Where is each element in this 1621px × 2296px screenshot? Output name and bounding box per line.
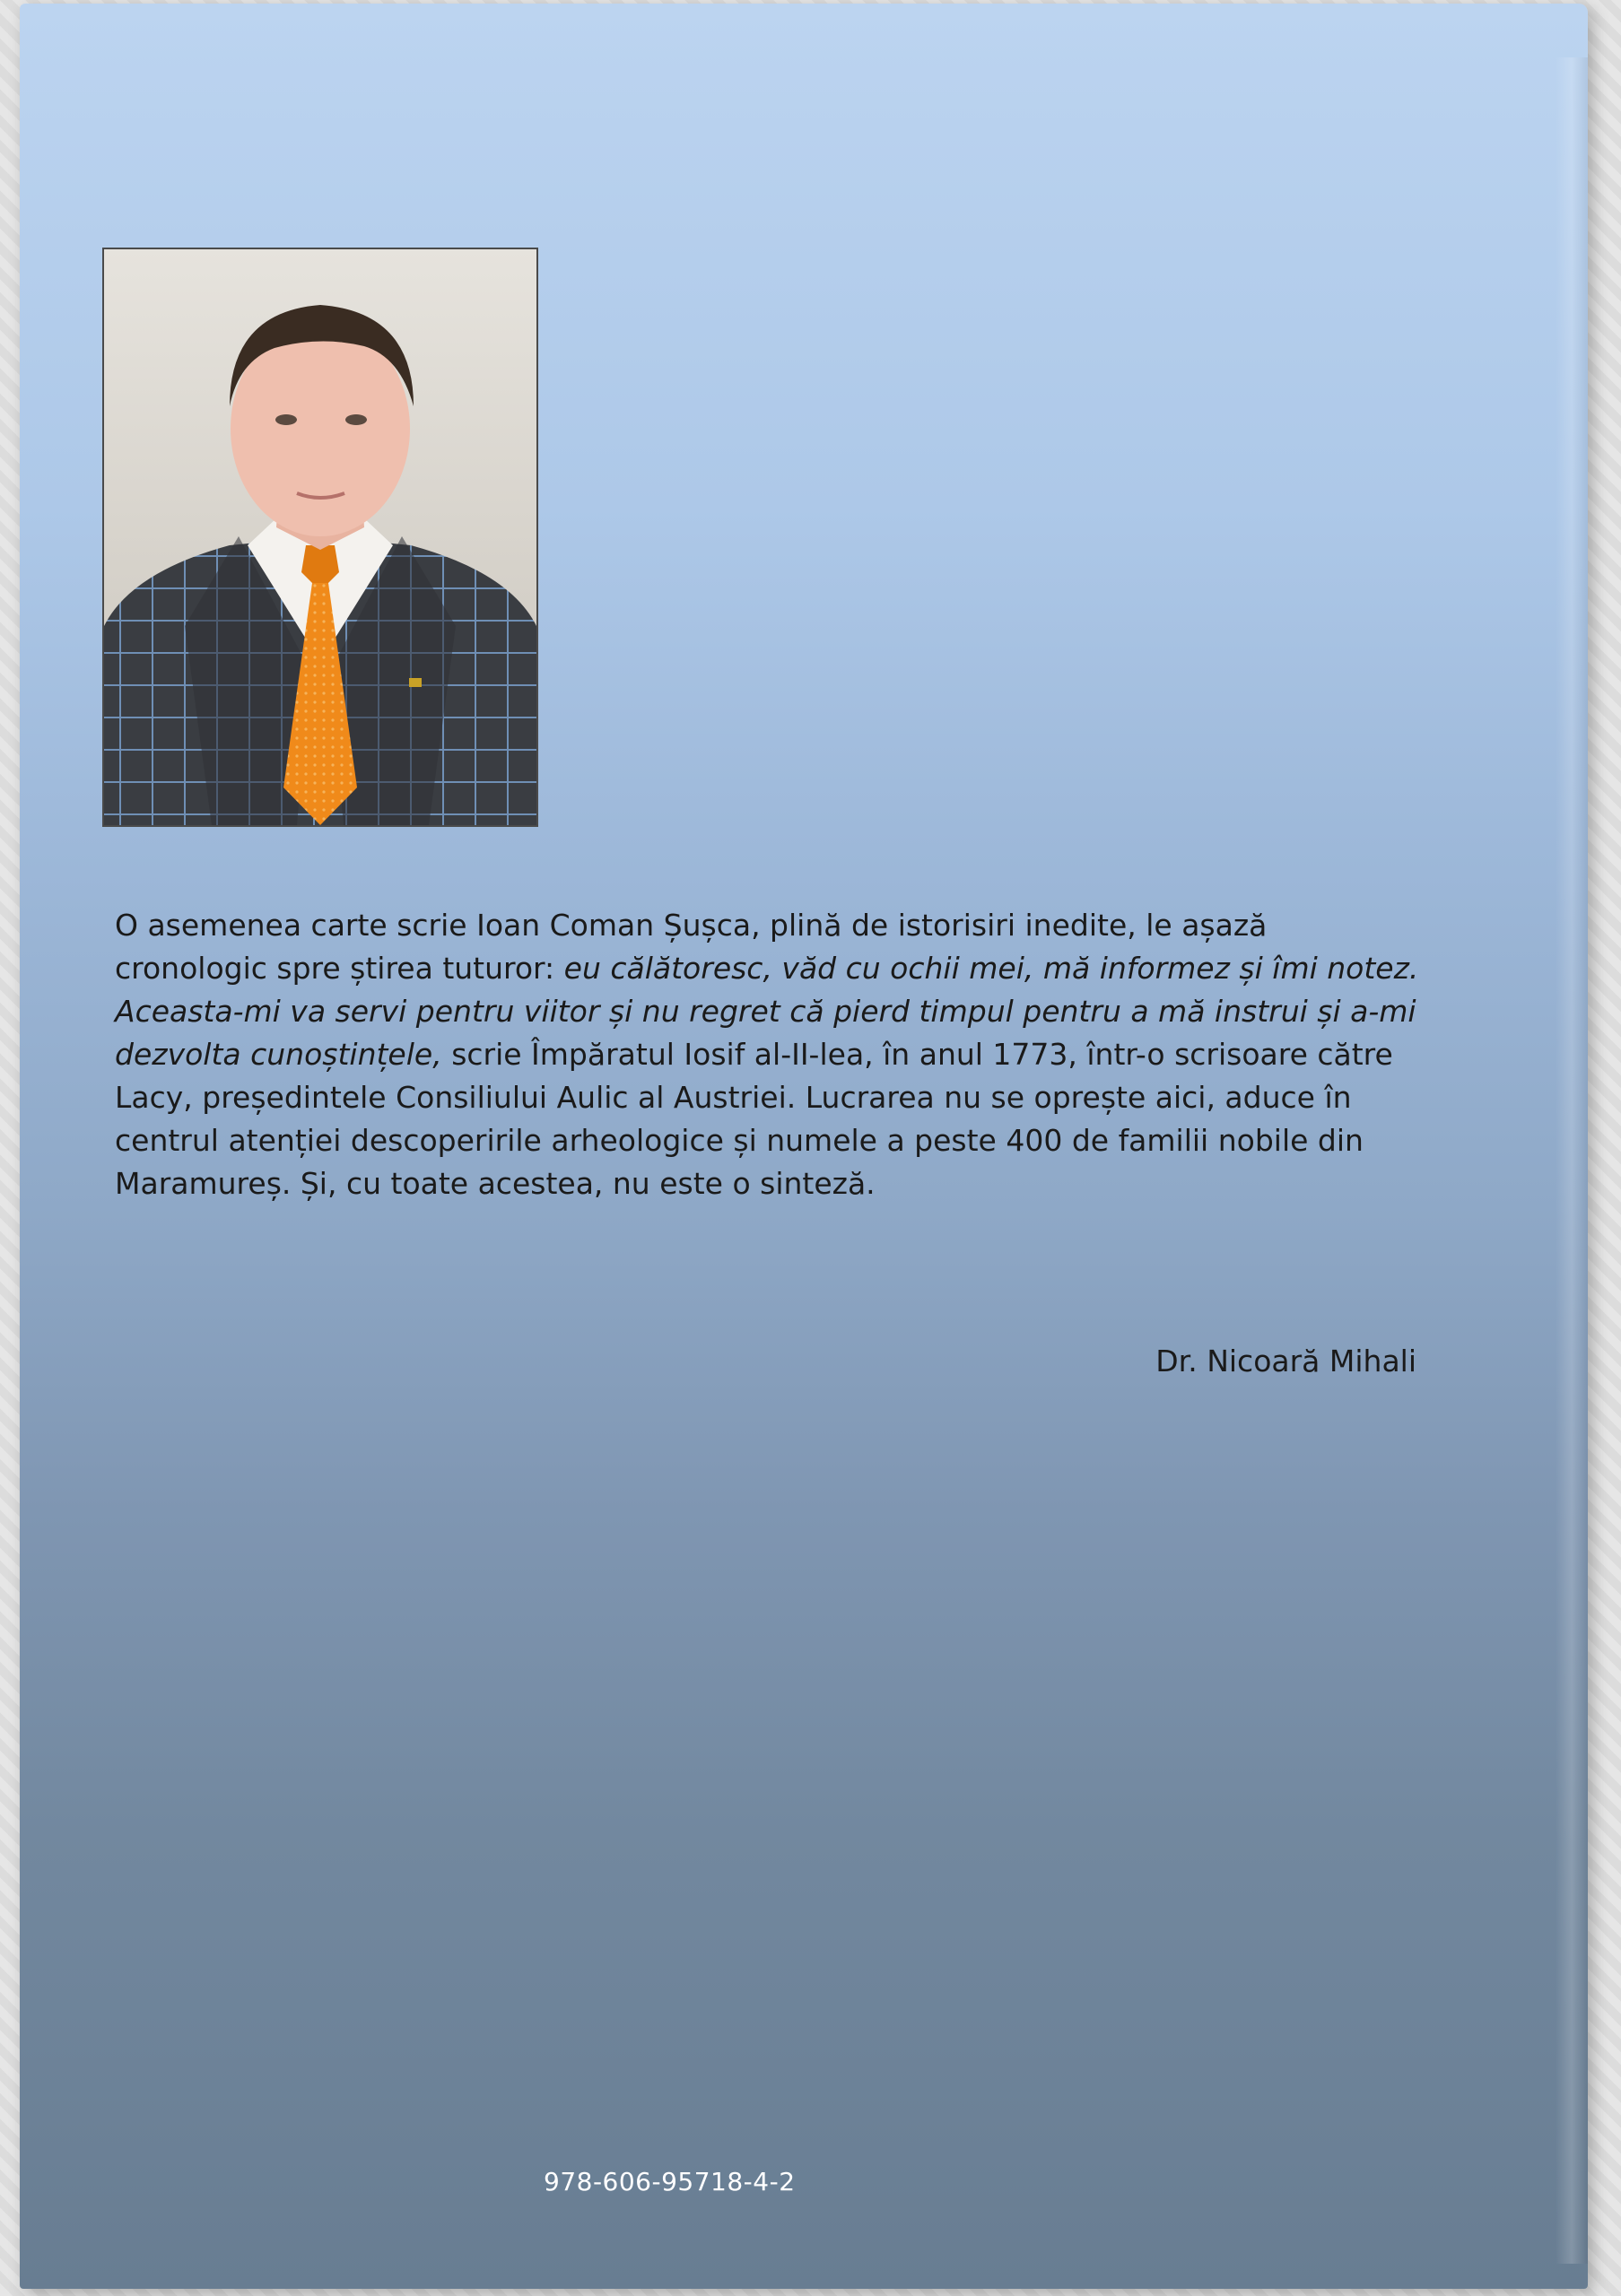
quote-continuation: scrie Împăratul Iosif al-II-lea, în anul 1773, într-o scrisoare către Lacy, președintele Consiliului Aulic al Austriei. Lucrarea nu se oprește aici, aduce în centrul atenției descoperirile arheologice și numele a peste 400 de familii nobile din Maramureș. Și, cu toate acestea, nu este o sinteză. bbox=[115, 1037, 1393, 1201]
isbn-number: 978-606-95718-4-2 bbox=[544, 2167, 796, 2196]
quote-italic: eu călătoresc, văd cu ochii mei, mă informez și îmi notez. Aceasta-mi va servi pentru viitor și nu regret că pierd timpul pentru a mă instrui și a-mi dezvolta cunoștințele, bbox=[115, 951, 1419, 1072]
person-portrait-photo-icon bbox=[104, 249, 536, 825]
back-cover-quote bbox=[115, 904, 1425, 1205]
author-portrait bbox=[102, 248, 538, 827]
quote-intro: O asemenea carte scrie Ioan Coman Șușca, plină de istorisiri inedite, le așază cronologic spre știrea tuturor: bbox=[115, 908, 1268, 986]
cover-fold bbox=[1556, 57, 1588, 2264]
quote-author: Dr. Nicoară Mihali bbox=[1155, 1344, 1416, 1378]
